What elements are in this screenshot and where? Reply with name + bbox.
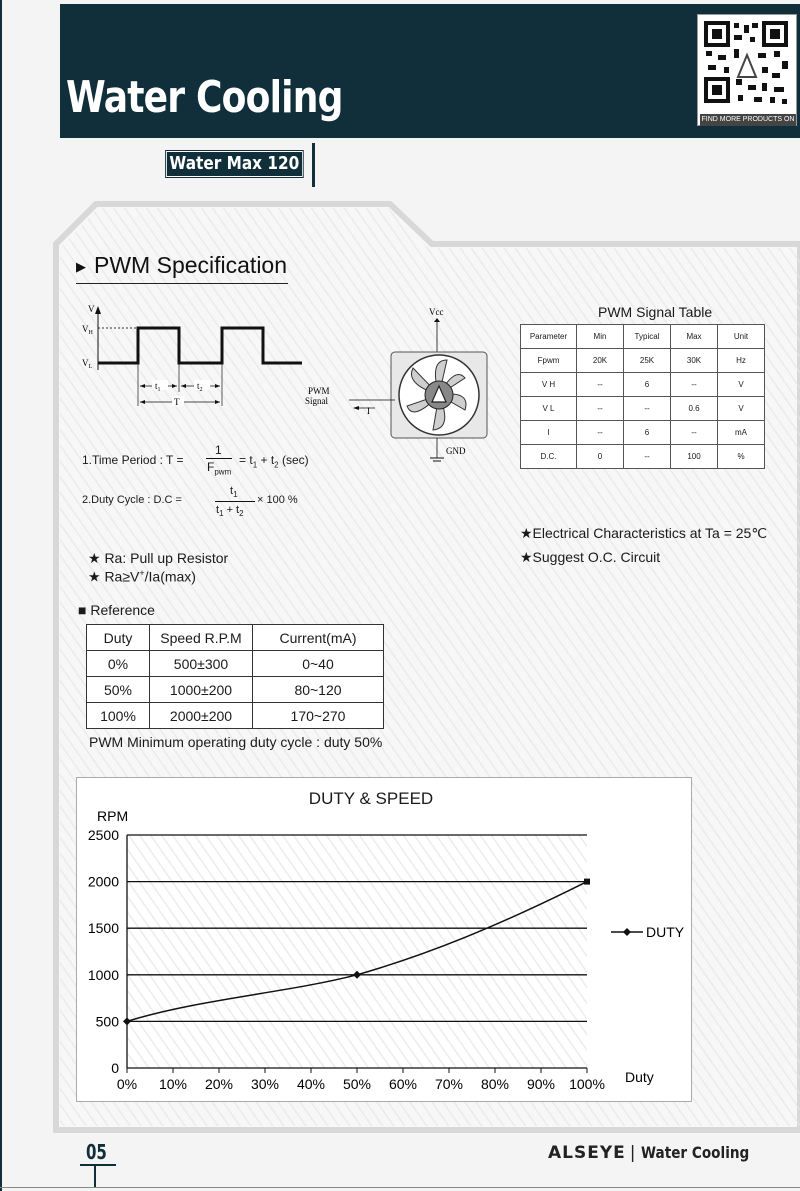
y-tick-label: 1500 <box>87 920 119 937</box>
table-cell: -- <box>577 421 624 445</box>
note-ra-formula: ★ Ra≥V+/Ia(max) <box>88 568 196 585</box>
legend-marker <box>623 928 631 936</box>
table-row <box>87 677 384 703</box>
table-cell: 6 <box>624 373 671 397</box>
x-tick-label: 30% <box>250 1076 280 1092</box>
table-row <box>87 703 384 729</box>
y-axis-label: RPM <box>97 808 129 824</box>
x-tick-label: 100% <box>569 1076 605 1092</box>
t2-label: $t_2$ <box>197 381 203 393</box>
table-cell: 25K <box>624 349 671 373</box>
y-tick-label: 2000 <box>87 873 119 890</box>
pwm-signal-label-2: Signal <box>305 396 329 406</box>
table-cell: Hz <box>718 349 765 373</box>
table-header: Parameter <box>521 325 577 349</box>
table-cell: I <box>521 421 577 445</box>
T-label: T <box>174 397 180 407</box>
x-tick-label: 10% <box>158 1076 188 1092</box>
table-row <box>521 397 765 421</box>
table-cell: V H <box>521 373 577 397</box>
table-cell: -- <box>671 421 718 445</box>
duty-speed-chart <box>76 777 692 1102</box>
left-edge-rule <box>0 0 2 1191</box>
model-label: Water Max 120 <box>166 151 303 177</box>
table-cell: 50% <box>87 677 150 703</box>
reference-note: PWM Minimum operating duty cycle : duty 50% <box>89 734 383 750</box>
table-cell: -- <box>624 397 671 421</box>
table-header: Max <box>671 325 718 349</box>
table-cell: 0.6 <box>671 397 718 421</box>
x-tick-label: 50% <box>342 1076 372 1092</box>
table-cell: -- <box>671 373 718 397</box>
page-number-tick <box>94 1164 96 1188</box>
x-tick-label: 60% <box>388 1076 418 1092</box>
duty-cycle-formula <box>82 485 402 525</box>
model-rule <box>312 143 315 187</box>
table-cell: 170~270 <box>253 703 384 729</box>
table-cell: 0 <box>577 445 624 469</box>
time-period-numerator: 1 <box>215 443 222 457</box>
v-axis-label: V <box>88 304 95 314</box>
pwm-signal-label-1: PWM <box>308 386 330 396</box>
page-number-rule <box>80 1164 116 1166</box>
table-row <box>521 421 765 445</box>
table-cell: % <box>718 445 765 469</box>
table-header: Current(mA) <box>253 625 384 651</box>
table-cell: -- <box>624 445 671 469</box>
pwm-waveform-diagram <box>78 302 308 412</box>
table-cell: 0~40 <box>253 651 384 677</box>
table-cell: 6 <box>624 421 671 445</box>
note-suggest-circuit: ★Suggest O.C. Circuit <box>520 549 661 565</box>
vh-label: $V_H$ <box>82 324 93 336</box>
section-underline <box>76 283 288 284</box>
waveform-axis-arrow <box>95 306 101 314</box>
duty-cycle-numerator: $t_1$ <box>230 485 238 500</box>
table-header: Min <box>577 325 624 349</box>
table-cell: mA <box>718 421 765 445</box>
x-tick-label: 90% <box>526 1076 556 1092</box>
table-header: Unit <box>718 325 765 349</box>
table-row <box>521 349 765 373</box>
pwm-table-title: PWM Signal Table <box>598 304 713 320</box>
table-cell: 1000±200 <box>150 677 253 703</box>
table-cell: 100% <box>87 703 150 729</box>
page-number: 05 <box>86 1140 107 1164</box>
t1-label: $t_1$ <box>155 381 161 393</box>
table-cell: 30K <box>671 349 718 373</box>
table-cell: 2000±200 <box>150 703 253 729</box>
table-cell: 20K <box>577 349 624 373</box>
brand-separator: | <box>629 1143 637 1163</box>
y-tick-label: 0 <box>111 1060 119 1076</box>
y-tick-label: 1000 <box>87 966 119 983</box>
time-period-denominator: $F_{pwm}$ <box>207 460 232 477</box>
x-tick-label: 0% <box>116 1076 138 1092</box>
duty-cycle-denominator: $t_1 + t_2$ <box>216 504 244 519</box>
time-period-rhs: = $t_1 + t_2$ (sec) <box>239 453 309 470</box>
table-header-row <box>87 625 384 651</box>
duty-cycle-label: 2.Duty Cycle : D.C = <box>82 494 182 506</box>
reference-table <box>86 624 384 729</box>
x-tick-label: 80% <box>480 1076 510 1092</box>
footer-rule <box>0 1187 800 1188</box>
x-tick-label: 70% <box>434 1076 464 1092</box>
time-period-formula <box>82 443 402 483</box>
table-cell: -- <box>577 397 624 421</box>
pwm-waveform <box>98 328 302 363</box>
table-row <box>521 445 765 469</box>
qr-caption: FIND MORE PRODUCTS ON <box>700 114 796 126</box>
table-cell: Fpwm <box>521 349 577 373</box>
table-header: Typical <box>624 325 671 349</box>
gnd-label: GND <box>446 446 466 456</box>
section-title <box>76 252 287 279</box>
y-tick-label: 500 <box>95 1013 119 1030</box>
table-cell: 500±300 <box>150 651 253 677</box>
note-ra-pullup: ★ Ra: Pull up Resistor <box>88 550 229 566</box>
duty-cycle-rhs: × 100 % <box>257 494 298 506</box>
table-cell: V <box>718 397 765 421</box>
data-point <box>584 879 590 885</box>
x-tick-label: 20% <box>204 1076 234 1092</box>
table-row <box>521 373 765 397</box>
note-electrical: ★Electrical Characteristics at Ta = 25℃ <box>520 525 768 541</box>
time-period-label: 1.Time Period : T = <box>82 453 184 467</box>
table-header: Duty <box>87 625 150 651</box>
page-title: Water Cooling <box>66 72 343 123</box>
table-cell: D.C. <box>521 445 577 469</box>
table-cell: 0% <box>87 651 150 677</box>
pwm-signal-table <box>520 324 765 469</box>
chart-title: DUTY & SPEED <box>308 789 434 808</box>
fraction-bar <box>215 501 255 502</box>
plot-area <box>127 835 587 1068</box>
table-cell: 100 <box>671 445 718 469</box>
footer-brand <box>548 1143 768 1163</box>
table-cell: 80~120 <box>253 677 384 703</box>
current-arrow-icon <box>353 406 359 410</box>
table-cell: V L <box>521 397 577 421</box>
y-tick-label: 2500 <box>87 827 119 843</box>
vcc-label: Vcc <box>429 307 444 317</box>
table-cell: V <box>718 373 765 397</box>
table-row <box>87 651 384 677</box>
brand-logo: ALSEYE <box>548 1143 626 1163</box>
oc-circuit-diagram <box>305 306 505 466</box>
qr-code-icon <box>698 15 796 113</box>
vl-label: $V_L$ <box>82 358 93 370</box>
section-title-text: PWM Specification <box>94 252 288 278</box>
brand-subtitle: Water Cooling <box>640 1143 749 1162</box>
table-header-row <box>521 325 765 349</box>
reference-title: ■ Reference <box>78 602 155 618</box>
x-axis-label: Duty <box>625 1069 654 1085</box>
current-label: I <box>367 406 370 416</box>
legend-label: DUTY <box>646 924 685 940</box>
x-tick-label: 40% <box>296 1076 326 1092</box>
table-cell: -- <box>577 373 624 397</box>
fraction-bar <box>206 458 232 459</box>
qr-code <box>697 14 797 126</box>
table-header: Speed R.P.M <box>150 625 253 651</box>
triangle-bullet-icon: ▶ <box>76 259 86 274</box>
